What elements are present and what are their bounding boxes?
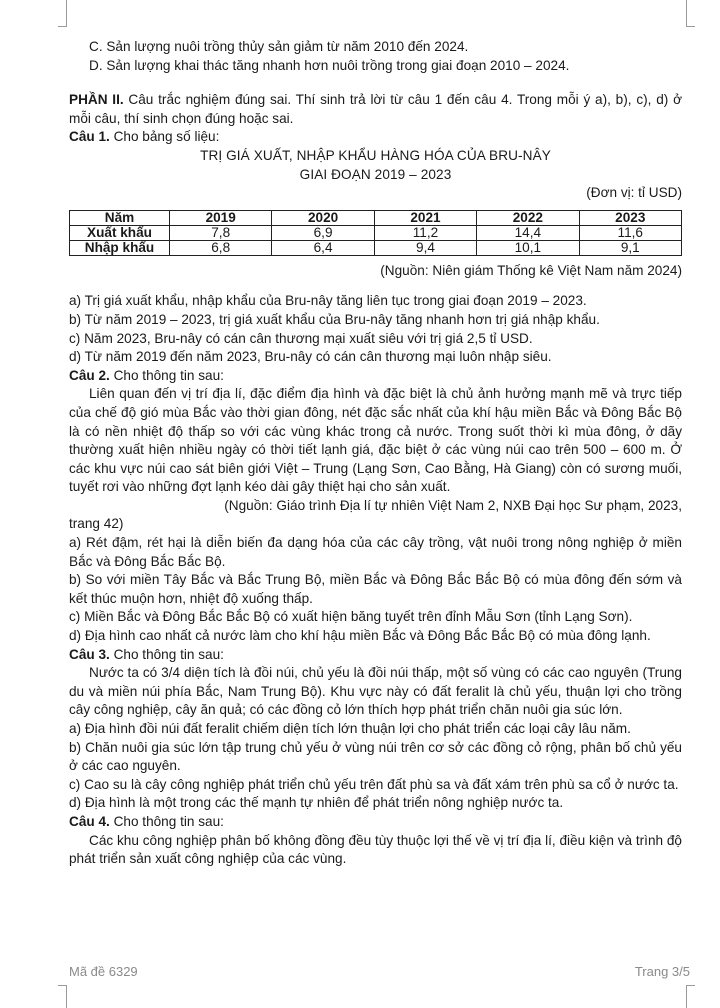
exam-code: Mã đề 6329 <box>69 964 138 979</box>
table-header-row <box>70 210 682 225</box>
q1-data-table <box>69 210 682 256</box>
part2-heading: PHẦN II. <box>69 92 124 108</box>
q2-passage: Liên quan đến vị trí địa lí, đặc điểm địa hình và đặc biệt là chủ ảnh hưởng mạnh mẽ và trực tiếp của chế độ gió mùa Bắc vào thời gian đông, nét đặc sắc nhất của khí hậu miền Bắc và Đông Bắc Bộ là có nền nhiệt độ thấp so với các vùng khác trong cả nước. Trong suốt thời kì mùa đông, ở dãy thường xuất hiện nhiều ngày có thời tiết lạnh giá, đặc biệt ở các vùng núi cao trên 500 – 600 m. Ở các khu vực núi cao sát biên giới Việt – Trung (Lạng Sơn, Cao Bằng, Hà Giang) còn có sương muối, tuyết rơi vào những đợt lạnh kéo dài gây thiệt hại cho sản xuất. <box>69 386 682 495</box>
q4-passage: Các khu công nghiệp phân bố không đồng đều tùy thuộc lợi thế về vị trí địa lí, điều kiện và trình độ phát triển sản xuất công nghiệp của các vùng. <box>69 832 682 867</box>
q3-statement-d: d) Địa hình là một trong các thế mạnh tự nhiên để phát triển nông nghiệp nước ta. <box>69 795 564 811</box>
table-cell: 10,1 <box>477 240 579 255</box>
table-header-cell: 2023 <box>579 210 681 225</box>
q1-statement-b: b) Từ năm 2019 – 2023, trị giá xuất khẩu của Bru-nây tăng nhanh hơn trị giá nhập khẩu. <box>69 311 600 327</box>
q2-source-line1: (Nguồn: Giáo trình Địa lí tự nhiên Việt Nam 2, NXB Đại học Sư phạm, 2023, <box>224 497 682 513</box>
table-cell: 9,4 <box>374 240 476 255</box>
page-number: Trang 3/5 <box>634 964 690 979</box>
corner-mark-bottom-left <box>58 985 67 1008</box>
q3-statement-b: b) Chăn nuôi gia súc lớn tập trung chủ yếu ở vùng núi trên cơ sở các đồng cỏ rộng, phân bố chủ yếu ở các cao nguyên. <box>69 739 682 774</box>
q1-statement-c: c) Năm 2023, Bru-nây có cán cân thương mại xuất siêu với trị giá 2,5 tỉ USD. <box>69 330 533 346</box>
table-header-cell: Năm <box>70 210 170 225</box>
q2-statement-b: b) So với miền Tây Bắc và Bắc Trung Bộ, miền Bắc và Đông Bắc Bắc Bộ có mùa đông đến sớm và kết thúc muộn hơn, nhiệt độ xuống thấp. <box>69 572 682 606</box>
table-cell: 6,4 <box>272 240 374 255</box>
q1-unit: (Đơn vị: tỉ USD) <box>586 185 682 201</box>
q2-statement-a: a) Rét đậm, rét hại là diễn biến đa dạng hóa của các cây trồng, vật nuôi trong nông nghiệp ở miền Bắc và Đông Bắc Bắc Bộ. <box>69 535 682 569</box>
table-cell: 7,8 <box>170 225 272 240</box>
table-row <box>70 240 682 255</box>
q1-table-title-line2: GIAI ĐOẠN 2019 – 2023 <box>299 166 452 182</box>
q4-label: Câu 4. <box>69 813 110 829</box>
q1-statement-a: a) Trị giá xuất khẩu, nhập khẩu của Bru-nây tăng liên tục trong giai đoạn 2019 – 2023. <box>69 293 587 309</box>
table-cell: 11,6 <box>579 225 681 240</box>
q3-label: Câu 3. <box>69 646 110 662</box>
corner-mark-top-left <box>58 0 67 27</box>
q1-source: (Nguồn: Niên giám Thống kê Việt Nam năm 2024) <box>380 262 682 278</box>
q1-intro: Cho bảng số liệu: <box>109 129 220 145</box>
part2-instruction <box>69 91 682 128</box>
table-header-cell: 2022 <box>477 210 579 225</box>
table-header-cell: 2020 <box>272 210 374 225</box>
q2-label: Câu 2. <box>69 367 110 383</box>
q1-statement-d: d) Từ năm 2019 đến năm 2023, Bru-nây có cán cân thương mại luôn nhập siêu. <box>69 349 552 365</box>
option-c: C. Sản lượng nuôi trồng thủy sản giảm từ năm 2010 đến 2024. <box>89 39 469 54</box>
q3-passage: Nước ta có 3/4 diện tích là đồi núi, chủ yếu là đồi núi thấp, một số vùng có các cao nguyên (Trung du và miền núi phía Bắc, Nam Trung Bộ). Khu vực này có đất feralit là chủ yếu, thuận lợi cho trồng cây công nghiệp, cây ăn quả; có các đồng cỏ lớn thích hợp phát triển chăn nuôi gia súc lớn. <box>69 665 682 718</box>
q2-intro: Cho thông tin sau: <box>109 367 224 383</box>
q1-table-title-line1: TRỊ GIÁ XUẤT, NHẬP KHẨU HÀNG HÓA CỦA BRU-NÂY <box>200 147 551 163</box>
table-cell: 6,9 <box>272 225 374 240</box>
table-header-cell: 2021 <box>374 210 476 225</box>
table-row-label: Nhập khẩu <box>70 240 170 255</box>
q2-source-line2: trang 42) <box>69 516 124 532</box>
page-content <box>69 38 682 869</box>
q1-header <box>69 128 682 147</box>
q3-intro: Cho thông tin sau: <box>109 646 224 662</box>
part2-instruction-text: Câu trắc nghiệm đúng sai. Thí sinh trả lời từ câu 1 đến câu 4. Trong mỗi ý a), b), c), d) ở mỗi câu, thí sinh chọn đúng hoặc sai. <box>69 92 682 126</box>
q4-header <box>69 813 682 832</box>
q4-intro: Cho thông tin sau: <box>109 813 224 829</box>
table-row-label: Xuất khẩu <box>70 225 170 240</box>
q1-label: Câu 1. <box>69 129 110 145</box>
table-cell: 6,8 <box>170 240 272 255</box>
table-cell: 14,4 <box>477 225 579 240</box>
q3-statement-c: c) Cao su là cây công nghiệp phát triển chủ yếu trên đất phù sa và đất xám trên phù sa cổ ở nước ta. <box>69 776 679 792</box>
q2-header <box>69 367 682 386</box>
table-row <box>70 225 682 240</box>
q3-header <box>69 646 682 665</box>
corner-mark-bottom-right <box>686 985 695 1008</box>
table-cell: 11,2 <box>374 225 476 240</box>
option-d: D. Sản lượng khai thác tăng nhanh hơn nuôi trồng trong giai đoạn 2010 – 2024. <box>89 57 570 73</box>
table-cell: 9,1 <box>579 240 681 255</box>
q2-statement-d: d) Địa hình cao nhất cả nước làm cho khí hậu miền Bắc và Đông Bắc Bắc Bộ có mùa đông lạnh. <box>69 628 651 644</box>
table-header-cell: 2019 <box>170 210 272 225</box>
corner-mark-top-right <box>686 0 695 27</box>
q2-statement-c: c) Miền Bắc và Đông Bắc Bắc Bộ có xuất hiện băng tuyết trên đỉnh Mẫu Sơn (tỉnh Lạng Sơn). <box>69 609 633 625</box>
q3-statement-a: a) Địa hình đồi núi đất feralit chiếm diện tích lớn thuận lợi cho phát triển các loại cây lâu năm. <box>69 721 631 736</box>
